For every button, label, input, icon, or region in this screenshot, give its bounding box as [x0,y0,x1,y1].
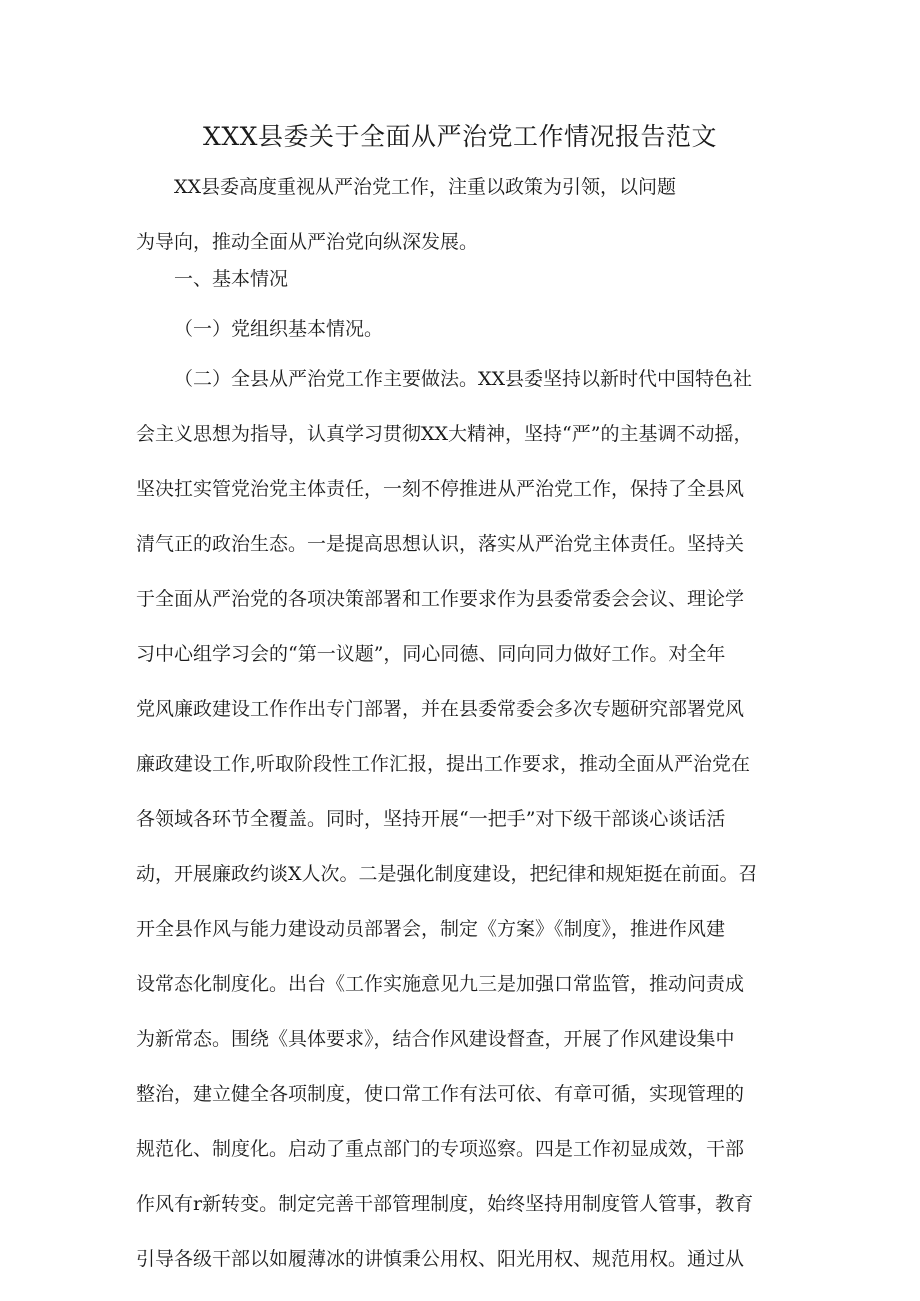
body-line: 开全县作风与能力建设动员部署会，制定《方案》《制度》，推进作风建 [136,918,726,940]
body-line: 于全面从严治党的各项决策部署和工作要求作为县委常委会会议、理论学 [136,588,745,610]
body-line: 清气正的政治生态。一是提高思想认识，落实从严治党主体责任。坚持关 [136,533,745,555]
body-line: 廉政建设工作,听取阶段性工作汇报，提出工作要求，推动全面从严治党在 [136,753,751,775]
body-line: 为新常态。围绕《具体要求》，结合作风建设督查，开展了作风建设集中 [136,1028,735,1050]
body-line: 设常态化制度化。出台《工作实施意见九三是加强口常监管，推动问责成 [136,973,745,995]
body-line: 党风廉政建设工作作出专门部署，并在县委常委会多次专题研究部署党风 [136,698,745,720]
body-paragraph [136,352,790,1287]
body-line: 动，开展廉政约谈X人次。二是强化制度建设，把纪律和规矩挺在前面。召 [136,863,758,885]
body-line: 规范化、制度化。启动了重点部门的专项巡察。四是工作初显成效，干部 [136,1138,745,1160]
body-line: 各领域各环节全覆盖。同时，坚持开展“一把手”对下级干部谈心谈话活 [136,808,726,830]
body-line: 引导各级干部以如履薄冰的讲慎秉公用权、阳光用权、规范用权。通过从 [136,1248,745,1270]
subsection-block [136,302,790,357]
body-line: 坚决扛实管党治党主体责任，一刻不停推进从严治党工作，保持了全县风 [136,478,745,500]
body-line: 会主义思想为指导，认真学习贯彻XX大精神，坚持“严”的主基调不动摇， [136,423,753,445]
intro-line: XX县委高度重视从严治党工作，注重以政策为引领，以问题 [174,176,677,198]
body-line: 习中心组学习会的“第一议题”，同心同德、同向同力做好工作。对全年 [136,643,726,665]
section-heading-block [136,252,790,307]
body-line: 整治，建立健全各项制度，使口常工作有法可依、有章可循，实现管理的 [136,1083,745,1105]
section-heading: 一、基本情况 [174,268,289,290]
subsection-heading: （一）党组织基本情况。 [174,318,384,340]
body-line: 作风有r新转变。制定完善干部管理制度，始终坚持用制度管人管事，教育 [136,1193,754,1215]
intro-line: 为导向，推动全面从严治党向纵深发展。 [136,231,479,253]
body-line: （二）全县从严治党工作主要做法。XX县委坚持以新时代中国特色社 [174,368,753,390]
document-title: XXX县委关于全面从严治党工作情况报告范文 [203,122,717,151]
